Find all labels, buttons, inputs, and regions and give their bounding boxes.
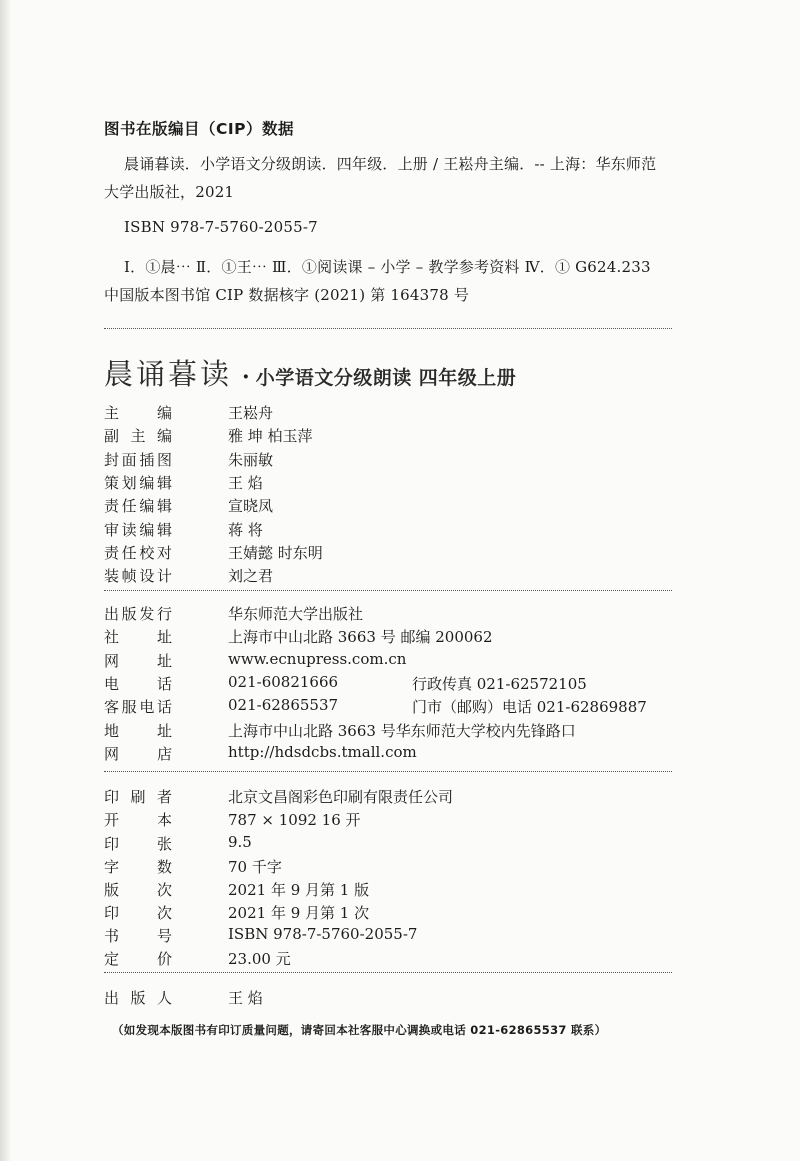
cip-core-line: 中国版本图书馆 CIP 数据核字 (2021) 第 164378 号 (104, 286, 470, 304)
publishing-label: 网址 (104, 652, 172, 670)
book-title (104, 352, 516, 393)
spec-value: 2021 年 9 月第 1 版 (228, 881, 370, 899)
divider-dotted (104, 771, 672, 772)
publishing-value: 上海市中山北路 3663 号华东师范大学校内先锋路口 (228, 722, 576, 740)
publishing-label: 地址 (104, 722, 172, 740)
spec-label: 印张 (104, 835, 172, 853)
publishing-value: 021-60821666 (228, 673, 339, 691)
divider-dotted (104, 328, 672, 329)
spec-value: 9.5 (228, 833, 252, 851)
spec-value: 北京文昌阁彩色印刷有限责任公司 (228, 788, 454, 806)
spec-label: 开本 (104, 811, 172, 829)
spec-value: 787 × 1092 16 开 (228, 811, 361, 829)
staff-label: 副主编 (104, 427, 172, 445)
publishing-value: 华东师范大学出版社 (228, 605, 364, 623)
spec-label: 定价 (104, 950, 172, 968)
publishing-label: 电话 (104, 675, 172, 693)
publisher-person-label: 出版人 (104, 989, 172, 1007)
cip-classification-line: Ⅰ．①晨⋯ Ⅱ．①王⋯ Ⅲ．①阅读课 – 小学 – 教学参考资料 Ⅳ．① G624.233 (124, 258, 651, 276)
staff-value: 王 焰 (228, 474, 263, 492)
divider-dotted (104, 972, 672, 973)
publishing-label: 社址 (104, 628, 172, 646)
publisher-person-value: 王 焰 (228, 989, 263, 1007)
publishing-value: 021-62865537 (228, 696, 339, 714)
staff-value: 王婧懿 时东明 (228, 544, 323, 562)
book-title-separator: · (242, 364, 250, 390)
staff-value: 雅 坤 柏玉萍 (228, 427, 313, 445)
staff-value: 朱丽敏 (228, 451, 274, 469)
staff-value: 刘之君 (228, 567, 274, 585)
staff-value: 王崧舟 (228, 404, 274, 422)
staff-label: 装帧设计 (104, 567, 172, 585)
publishing-value-secondary: 行政传真 021-62572105 (412, 675, 587, 693)
spec-label: 书号 (104, 927, 172, 945)
publishing-value: http://hdsdcbs.tmall.com (228, 743, 417, 761)
staff-label: 封面插图 (104, 451, 172, 469)
spec-value: ISBN 978-7-5760-2055-7 (228, 925, 418, 943)
spec-value: 2021 年 9 月第 1 次 (228, 904, 370, 922)
quality-notice: （如发现本版图书有印订质量问题，请寄回本社客服中心调换或电话 021-62865537 联系） (112, 1023, 607, 1037)
spec-label: 印刷者 (104, 788, 172, 806)
cip-title-line: 晨诵暮读．小学语文分级朗读．四年级．上册 / 王崧舟主编．-- 上海：华东师范 (124, 155, 657, 173)
book-title-sub: 小学语文分级朗读 四年级上册 (255, 367, 517, 389)
publishing-value: www.ecnupress.com.cn (228, 650, 407, 668)
spec-label: 印次 (104, 904, 172, 922)
cip-publisher-line: 大学出版社，2021 (104, 183, 235, 201)
cip-isbn-line: ISBN 978-7-5760-2055-7 (124, 218, 318, 236)
publishing-value: 上海市中山北路 3663 号 邮编 200062 (228, 628, 493, 646)
staff-label: 策划编辑 (104, 474, 172, 492)
staff-label: 责任校对 (104, 544, 172, 562)
staff-label: 审读编辑 (104, 521, 172, 539)
staff-label: 责任编辑 (104, 497, 172, 515)
book-title-main: 晨诵暮读 (104, 357, 233, 391)
divider-dotted (104, 590, 672, 591)
staff-value: 宣晓凤 (228, 497, 274, 515)
publishing-value-secondary: 门市（邮购）电话 021-62869887 (412, 698, 647, 716)
staff-value: 蒋 将 (228, 521, 263, 539)
publishing-label: 出版发行 (104, 605, 172, 623)
spec-label: 版次 (104, 881, 172, 899)
cip-heading: 图书在版编目（CIP）数据 (104, 120, 295, 138)
spec-value: 70 千字 (228, 858, 282, 876)
staff-label: 主编 (104, 404, 172, 422)
spec-label: 字数 (104, 858, 172, 876)
publishing-label: 网店 (104, 745, 172, 763)
spec-value: 23.00 元 (228, 950, 291, 968)
publishing-label: 客服电话 (104, 698, 172, 716)
